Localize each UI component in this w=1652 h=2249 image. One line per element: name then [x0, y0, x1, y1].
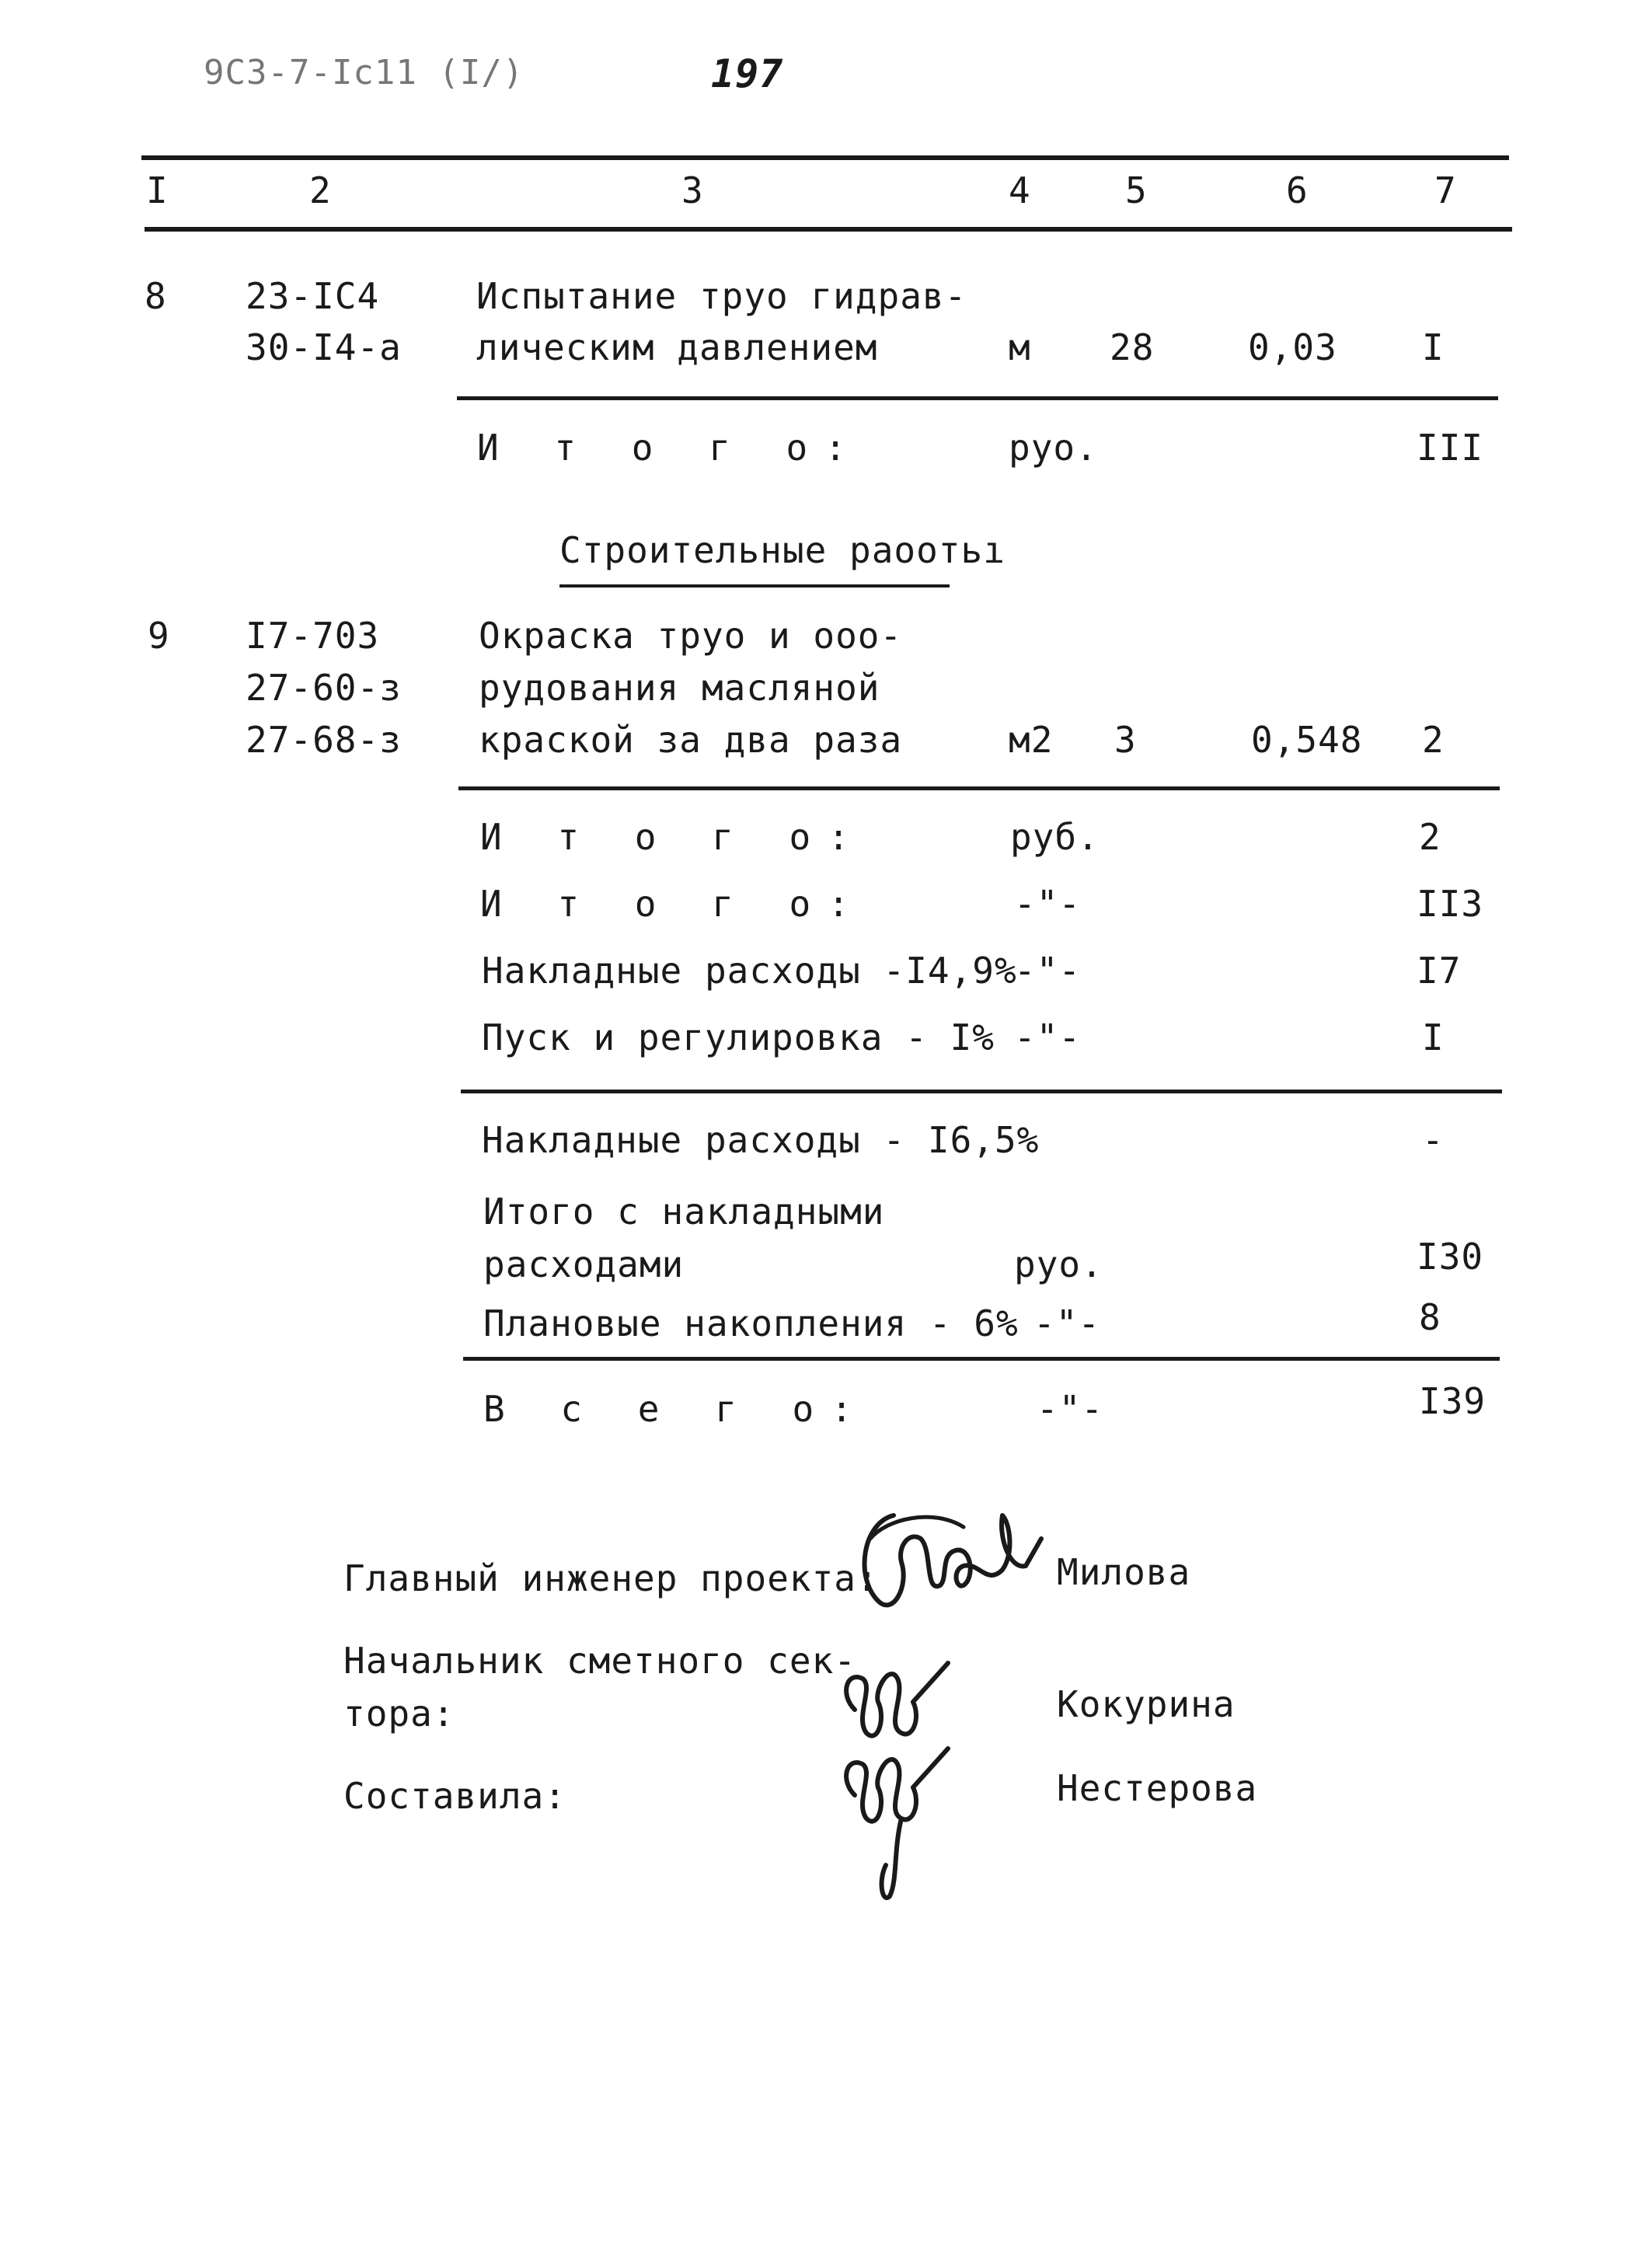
column-header: 5: [1125, 169, 1148, 211]
signature-name: Нестерова: [1057, 1767, 1258, 1809]
row-number: 9: [148, 615, 170, 657]
row-number: 8: [145, 275, 167, 317]
page-number: 197: [711, 51, 784, 96]
section-title-underline: [559, 584, 950, 588]
column-header: 4: [1009, 169, 1031, 211]
row-code: I7-703: [246, 615, 380, 657]
summary-total: I: [1422, 1016, 1445, 1058]
summary-total: II3: [1417, 883, 1484, 925]
grand-total-unit: -"-: [1037, 1388, 1104, 1430]
row-price: 0,03: [1248, 326, 1337, 368]
summary-total: -: [1422, 1119, 1445, 1161]
column-header: 7: [1434, 169, 1457, 211]
table-top-rule: [141, 155, 1509, 160]
signature-role: Начальник сметного сек-: [343, 1640, 856, 1682]
row-price: 0,548: [1251, 719, 1363, 761]
row-total: I: [1422, 326, 1445, 368]
summary-rule: [461, 1090, 1502, 1093]
column-header: 3: [681, 169, 704, 211]
row-quantity: 3: [1114, 719, 1137, 761]
header-bottom-rule: [145, 227, 1512, 232]
column-header: 2: [309, 169, 332, 211]
summary-total: 8: [1419, 1296, 1441, 1338]
row-total: 2: [1422, 719, 1445, 761]
summary-label: И т о г о:: [480, 816, 866, 858]
signature-role: тора:: [343, 1693, 455, 1735]
summary-unit: -"-: [1033, 1302, 1101, 1344]
summary-label: Накладные расходы - I6,5%: [482, 1119, 1040, 1161]
signature-role: Главный инженер проекта:: [343, 1557, 879, 1599]
row-description: Окраска труо и ооо-: [479, 615, 903, 657]
subtotal-total: III: [1417, 427, 1484, 469]
row-description: лическим давлением: [476, 326, 878, 368]
summary-label: Итого с накладными: [483, 1191, 885, 1233]
handwritten-signature-icon: [847, 1492, 1049, 1624]
row-description: рудования масляной: [479, 667, 880, 709]
summary-unit: -"-: [1014, 950, 1082, 992]
subtotal-label: И т о г о:: [477, 427, 863, 469]
grand-total-label: В с е г о:: [483, 1388, 870, 1430]
row-rule: [458, 786, 1500, 790]
signature-name: Кокурина: [1057, 1683, 1236, 1725]
row-description: краской за два раза: [479, 719, 903, 761]
column-header: I: [146, 169, 169, 211]
document-code: 9C3-7-Ic11 (I/): [204, 53, 525, 92]
total-rule: [463, 1357, 1500, 1361]
handwritten-signature-icon: [824, 1648, 964, 1756]
subtotal-unit: руо.: [1009, 427, 1098, 469]
summary-label: расходами: [483, 1243, 685, 1285]
summary-unit: -"-: [1014, 883, 1082, 925]
handwritten-signature-icon: [824, 1741, 964, 1904]
summary-total: I30: [1417, 1236, 1484, 1278]
row-description: Испытание труо гидрав-: [476, 275, 967, 317]
signature-name: Милова: [1057, 1551, 1191, 1593]
row-unit: м: [1009, 326, 1031, 368]
summary-total: 2: [1419, 816, 1441, 858]
summary-total: I7: [1417, 950, 1462, 992]
section-title: Строительные раоотьı: [559, 529, 1005, 571]
signature-role: Составила:: [343, 1775, 566, 1817]
summary-unit: руо.: [1014, 1243, 1103, 1285]
summary-unit: -"-: [1014, 1016, 1082, 1058]
row-code: 27-68-з: [246, 719, 402, 761]
row-code: 27-60-з: [246, 667, 402, 709]
row-rule: [457, 396, 1498, 400]
summary-label: Плановые накопления - 6%: [483, 1302, 1019, 1344]
grand-total-value: I39: [1419, 1380, 1486, 1422]
row-quantity: 28: [1110, 326, 1155, 368]
column-header: 6: [1286, 169, 1309, 211]
summary-label: Накладные расходы -I4,9%: [482, 950, 1017, 992]
row-code: 30-I4-a: [246, 326, 402, 368]
row-unit: м2: [1009, 719, 1054, 761]
summary-label: И т о г о:: [480, 883, 866, 925]
summary-unit: руб.: [1010, 816, 1100, 858]
summary-label: Пуск и регулировка - I%: [482, 1016, 995, 1058]
row-code: 23-IC4: [246, 275, 380, 317]
